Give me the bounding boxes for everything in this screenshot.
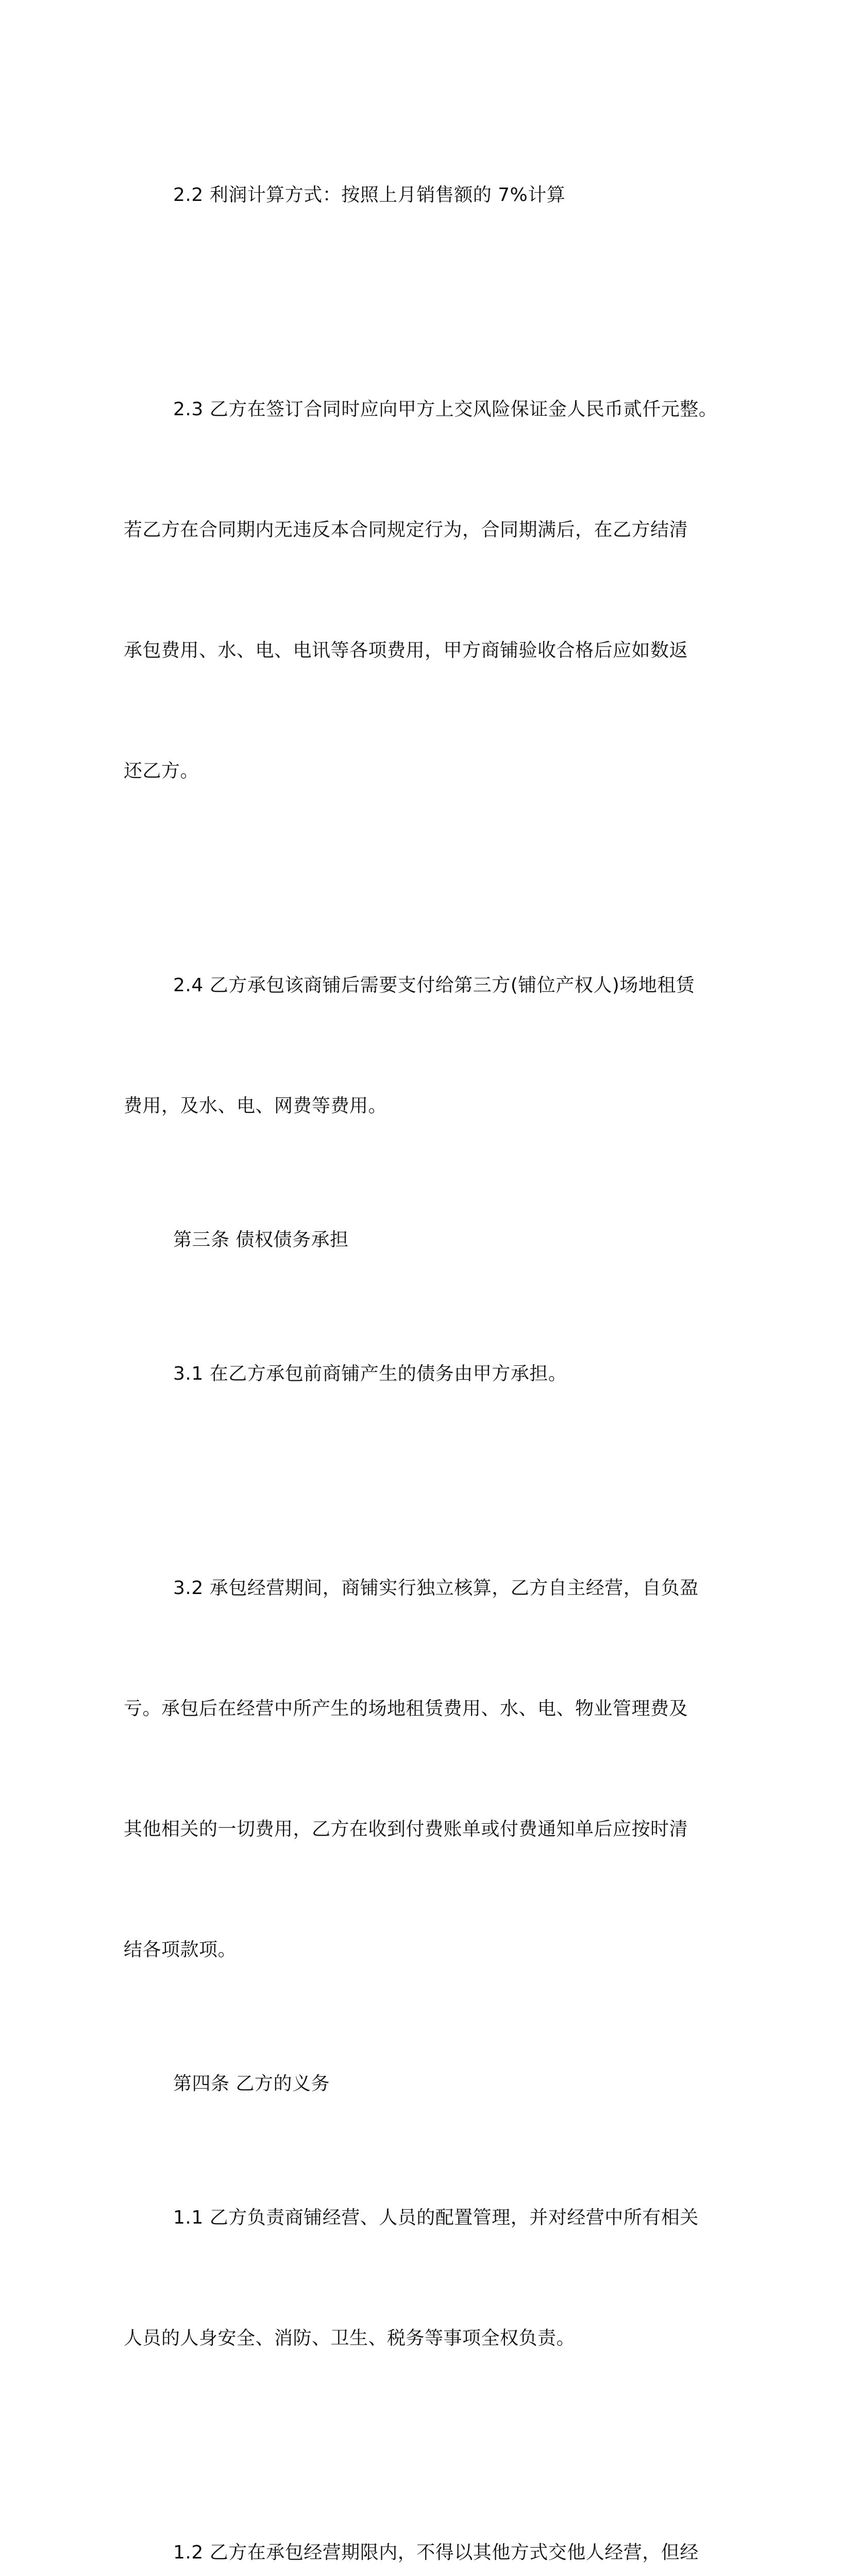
document-body [124,95,718,2576]
article-4-heading: 第四条 乙方的义务 [173,2073,330,2094]
clause-3-1-line-1: 3.1 在乙方承包前商铺产生的债务由甲方承担。 [173,1363,567,1384]
clause-2-2-line-1: 2.2 利润计算方式：按照上月销售额的 7%计算 [173,184,566,206]
article-3-heading: 第三条 债权债务承担 [173,1229,349,1250]
clause-1-1-line-1: 1.1 乙方负责商铺经营、人员的配置管理，并对经营中所有相关 [173,2207,699,2228]
clause-3-2-line-2: 亏。承包后在经营中所产生的场地租赁费用、水、电、物业管理费及 [124,1698,688,1719]
clause-1-1-line-2: 人员的人身安全、消防、卫生、税务等事项全权负责。 [124,2328,576,2349]
clause-2-2 [124,95,711,296]
clause-2-3-line-3: 承包费用、水、电、电讯等各项费用，甲方商铺验收合格后应如数返 [124,640,688,661]
clause-1-2-line-1: 1.2 乙方在承包经营期限内，不得以其他方式交他人经营，但经 [173,2542,699,2563]
clause-2-3 [124,309,718,872]
clause-3-2 [124,1488,711,2050]
clause-2-3-line-2: 若乙方在合同期内无违反本合同规定行为，合同期满后，在乙方结清 [124,519,688,540]
clause-3-1 [124,1274,711,1475]
clause-2-4 [124,885,711,1207]
clause-3-2-line-4: 结各项款项。 [124,1939,237,1960]
clause-2-4-line-2: 费用，及水、电、网费等费用。 [124,1095,388,1116]
clause-3-2-line-1: 3.2 承包经营期间，商铺实行独立核算，乙方自主经营，自负盈 [173,1578,699,1599]
clause-2-3-line-1: 2.3 乙方在签订合同时应向甲方上交风险保证金人民币贰仟元整。 [173,399,718,420]
clause-1-1 [124,2117,711,2439]
clause-2-3-line-4: 还乙方。 [124,760,199,782]
clause-1-2 [124,2452,711,2576]
clause-2-4-line-1: 2.4 乙方承包该商铺后需要支付给第三方(铺位产权人)场地租赁 [173,975,695,996]
clause-3-2-line-3: 其他相关的一切费用，乙方在收到付费账单或付费通知单后应按时清 [124,1819,688,1840]
